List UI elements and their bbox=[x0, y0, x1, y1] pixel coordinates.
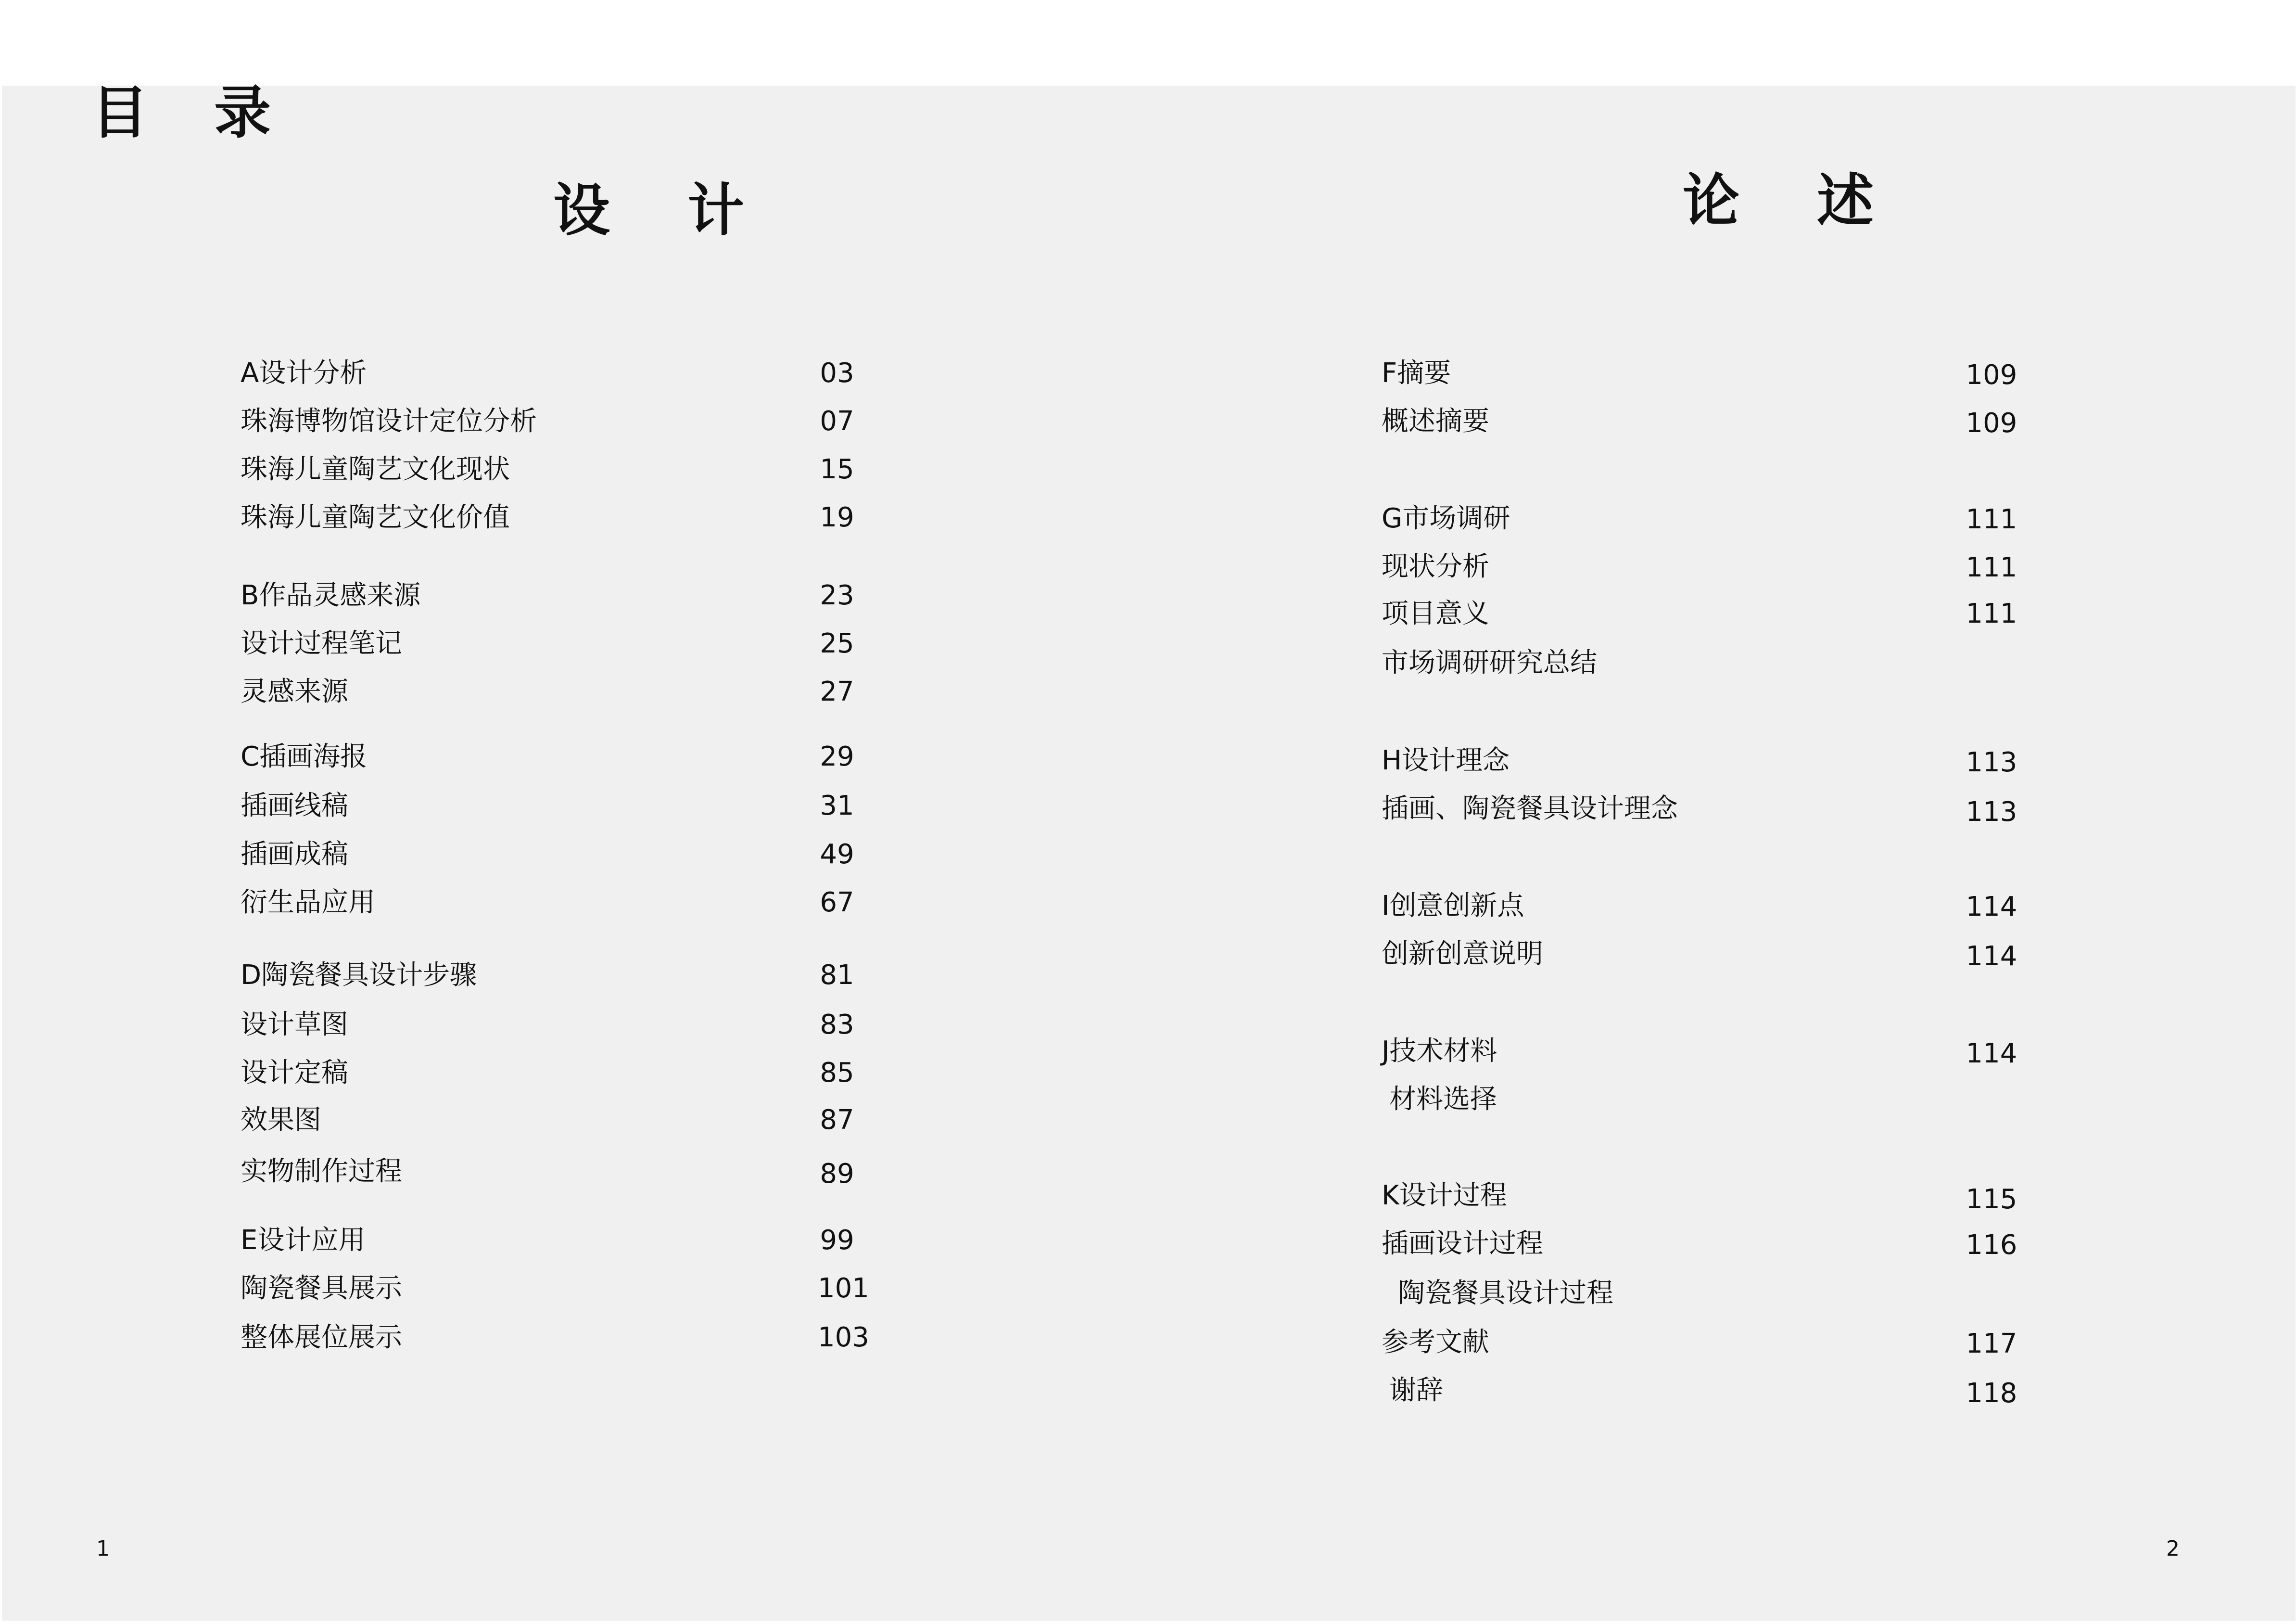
toc-entry-page: 111 bbox=[1966, 552, 2017, 583]
toc-entry-page: 19 bbox=[820, 502, 854, 533]
toc-entry-page: 113 bbox=[1966, 747, 2017, 778]
toc-entry-label: 设计过程笔记 bbox=[241, 628, 402, 659]
toc-entry-page: 114 bbox=[1966, 891, 2017, 922]
toc-entry-page: 89 bbox=[820, 1158, 854, 1189]
toc-entry-label: 珠海儿童陶艺文化价值 bbox=[241, 502, 510, 533]
toc-entry-label: 市场调研研究总结 bbox=[1382, 647, 1597, 678]
toc-entry-page: 101 bbox=[818, 1273, 869, 1304]
essay-section-title: 论 述 bbox=[1683, 167, 1903, 234]
toc-entry-label: K设计过程 bbox=[1382, 1180, 1507, 1211]
toc-entry-label: 插画线稿 bbox=[241, 790, 348, 821]
toc-entry-label: 设计草图 bbox=[241, 1009, 348, 1040]
toc-entry-label: I创意创新点 bbox=[1382, 890, 1524, 921]
toc-entry-label: 衍生品应用 bbox=[241, 887, 375, 918]
toc-entry-label: D陶瓷餐具设计步骤 bbox=[241, 959, 477, 991]
toc-entry-label: 参考文献 bbox=[1382, 1327, 1489, 1358]
toc-entry-page: 109 bbox=[1966, 359, 2017, 391]
toc-entry-label: C插画海报 bbox=[241, 741, 368, 772]
toc-entry-page: 103 bbox=[818, 1322, 869, 1353]
toc-entry-page: 99 bbox=[820, 1225, 854, 1256]
toc-entry-label: 珠海博物馆设计定位分析 bbox=[241, 406, 537, 437]
toc-entry-page: 118 bbox=[1966, 1378, 2017, 1409]
toc-entry-label: 设计定稿 bbox=[241, 1057, 348, 1088]
toc-entry-page: 15 bbox=[820, 454, 854, 485]
toc-entry-page: 31 bbox=[820, 790, 854, 821]
toc-entry-page: 25 bbox=[820, 628, 854, 659]
toc-entry-label: 材料选择 bbox=[1389, 1084, 1497, 1115]
toc-main-title: 目 录 bbox=[91, 79, 294, 146]
toc-entry-page: 114 bbox=[1966, 941, 2017, 972]
toc-entry-label: 插画设计过程 bbox=[1382, 1228, 1543, 1259]
page-number-right: 2 bbox=[2166, 1536, 2180, 1561]
toc-entry-label: 珠海儿童陶艺文化现状 bbox=[241, 454, 510, 485]
toc-entry-page: 29 bbox=[820, 741, 854, 772]
toc-entry-label: 现状分析 bbox=[1382, 551, 1489, 582]
toc-entry-label: 陶瓷餐具设计过程 bbox=[1398, 1278, 1613, 1309]
toc-entry-page: 113 bbox=[1966, 796, 2017, 828]
toc-entry-label: 插画成稿 bbox=[241, 839, 348, 870]
toc-entry-page: 83 bbox=[820, 1009, 854, 1040]
toc-entry-label: 整体展位展示 bbox=[241, 1322, 402, 1353]
toc-entry-label: 创新创意说明 bbox=[1382, 938, 1543, 970]
toc-entry-label: 效果图 bbox=[241, 1104, 321, 1136]
toc-entry-label: 概述摘要 bbox=[1382, 406, 1489, 437]
toc-entry-label: J技术材料 bbox=[1382, 1036, 1497, 1067]
toc-entry-label: 项目意义 bbox=[1382, 598, 1489, 629]
toc-entry-page: 115 bbox=[1966, 1184, 2017, 1215]
toc-entry-page: 87 bbox=[820, 1104, 854, 1136]
toc-entry-label: 陶瓷餐具展示 bbox=[241, 1273, 402, 1304]
toc-entry-page: 81 bbox=[820, 959, 854, 991]
toc-entry-page: 67 bbox=[820, 887, 854, 918]
toc-entry-label: B作品灵感来源 bbox=[241, 580, 421, 611]
toc-entry-page: 114 bbox=[1966, 1038, 2017, 1069]
toc-entry-page: 111 bbox=[1966, 598, 2017, 629]
toc-entry-page: 109 bbox=[1966, 408, 2017, 439]
toc-entry-label: 灵感来源 bbox=[241, 676, 348, 707]
toc-entry-label: 插画、陶瓷餐具设计理念 bbox=[1382, 793, 1678, 824]
toc-entry-page: 03 bbox=[820, 358, 854, 389]
toc-entry-page: 117 bbox=[1966, 1328, 2017, 1359]
toc-entry-label: 谢辞 bbox=[1389, 1375, 1443, 1406]
toc-entry-label: G市场调研 bbox=[1382, 503, 1510, 534]
toc-entry-label: F摘要 bbox=[1382, 358, 1451, 389]
toc-entry-page: 49 bbox=[820, 839, 854, 870]
toc-entry-label: A设计分析 bbox=[241, 358, 367, 389]
toc-entry-label: E设计应用 bbox=[241, 1225, 366, 1256]
toc-entry-page: 07 bbox=[820, 406, 854, 437]
toc-entry-page: 27 bbox=[820, 676, 854, 707]
toc-entry-page: 85 bbox=[820, 1057, 854, 1088]
toc-entry-page: 116 bbox=[1966, 1229, 2017, 1261]
toc-entry-label: H设计理念 bbox=[1382, 745, 1510, 776]
toc-entry-page: 23 bbox=[820, 580, 854, 611]
design-section-title: 设 计 bbox=[553, 177, 774, 243]
toc-entry-page: 111 bbox=[1966, 504, 2017, 535]
toc-entry-label: 实物制作过程 bbox=[241, 1156, 402, 1187]
page-number-left: 1 bbox=[96, 1536, 110, 1561]
